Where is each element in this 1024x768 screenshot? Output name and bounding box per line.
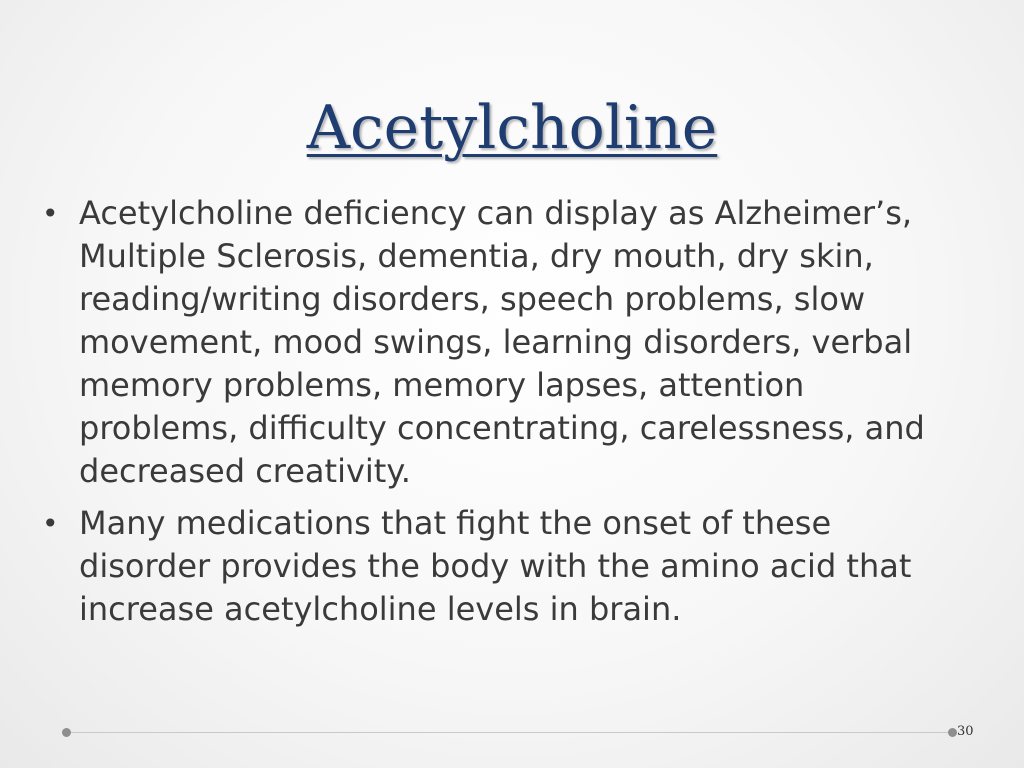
footer-divider [66,732,952,733]
bullet-item [42,192,972,493]
bullet-dot-icon: • [42,507,59,540]
bullet-list [42,192,972,631]
bullet-dot-icon: • [42,197,59,230]
footer-right-dot-icon [948,728,957,737]
footer-left-dot-icon [62,728,71,737]
bullet-text: Acetylcholine deficiency can display as Alzheimer’s, Multiple Sclerosis, dementia, dry mouth, dry skin, reading/writing disorders, speech problems, slow movement, mood swings, learning disorders, verbal memory problems, memory lapses, attention problems, difficulty concentrating, carelessness, and decreased creativity. [79,194,925,490]
bullet-text: Many medications that fight the onset of these disorder provides the body with the amino acid that increase acetylcholine levels in brain. [79,504,912,628]
slide-title: Acetylcholine [306,93,718,163]
page-number: 30 [957,724,974,739]
bullet-item [42,502,972,631]
